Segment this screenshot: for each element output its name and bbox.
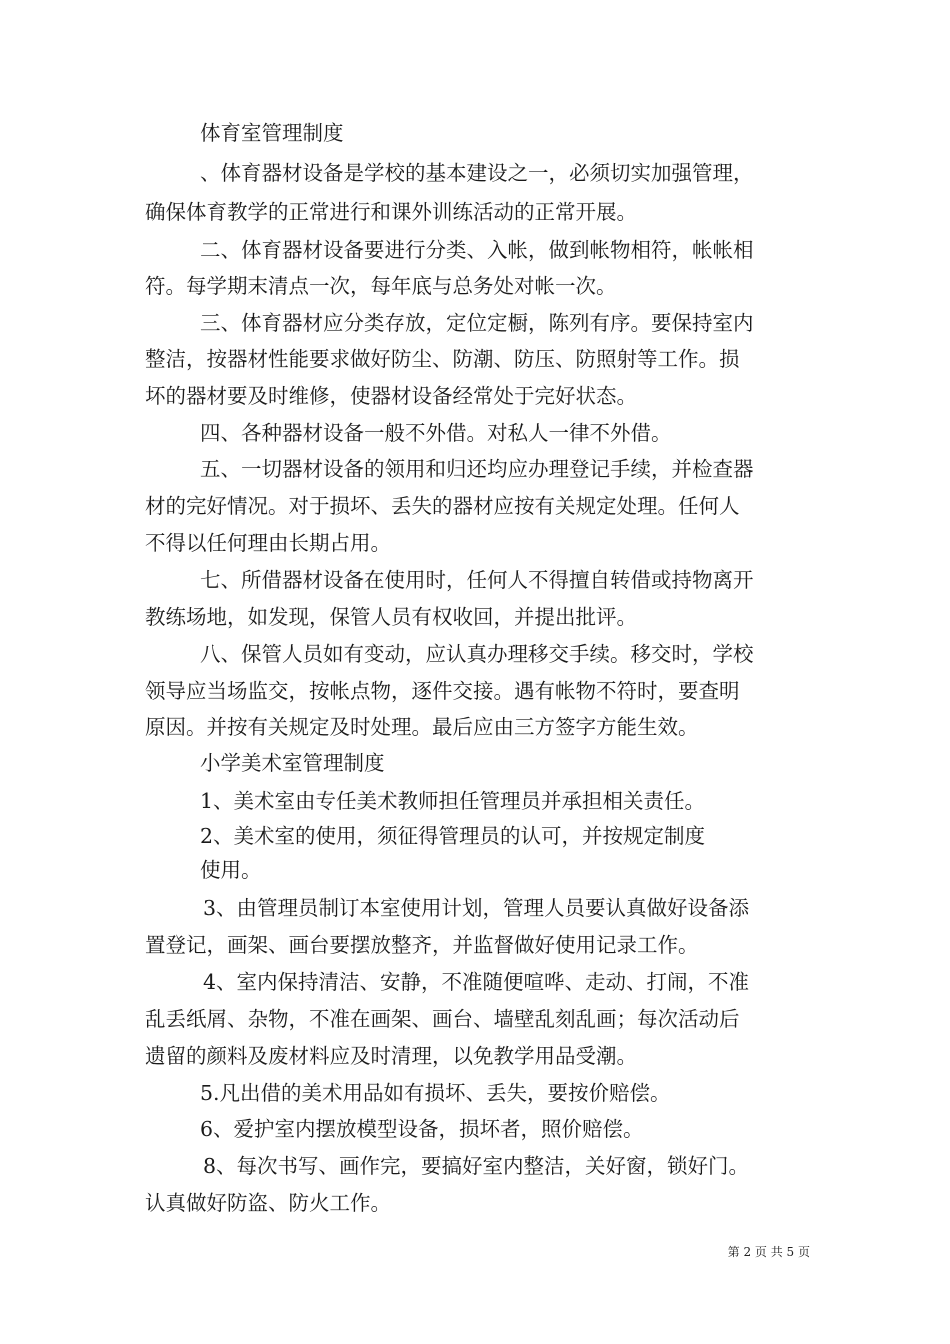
section-title-sports-room: 体育室管理制度 xyxy=(200,121,344,145)
paragraph-line: 使用。 xyxy=(200,858,262,882)
paragraph-line: 4、室内保持清洁、安静，不准随便喧哗、走动、打闹，不准 xyxy=(203,970,750,994)
paragraph-line: 三、体育器材应分类存放，定位定橱，陈列有序。要保持室内 xyxy=(200,311,754,335)
paragraph-line: 遗留的颜料及废材料应及时清理，以免教学用品受潮。 xyxy=(145,1044,637,1068)
paragraph-line: 5.凡出借的美术用品如有损坏、丢失，要按价赔偿。 xyxy=(200,1081,671,1105)
paragraph-line: 七、所借器材设备在使用时，任何人不得擅自转借或持物离开 xyxy=(200,568,754,592)
paragraph-line: 四、各种器材设备一般不外借。对私人一律不外借。 xyxy=(200,421,672,445)
paragraph-line: 二、体育器材设备要进行分类、入帐，做到帐物相符，帐帐相 xyxy=(200,238,754,262)
paragraph-line: 8、每次书写、画作完，要搞好室内整洁，关好窗，锁好门。 xyxy=(203,1154,750,1178)
paragraph-line: 不得以任何理由长期占用。 xyxy=(145,531,391,555)
paragraph-line: 材的完好情况。对于损坏、丢失的器材应按有关规定处理。任何人 xyxy=(145,494,740,518)
paragraph-line: 符。每学期末清点一次，每年底与总务处对帐一次。 xyxy=(145,274,617,298)
paragraph-line: 整洁，按器材性能要求做好防尘、防潮、防压、防照射等工作。损 xyxy=(145,347,740,371)
paragraph-line: 6、爱护室内摆放模型设备，损坏者，照价赔偿。 xyxy=(200,1117,644,1141)
paragraph-line: 乱丢纸屑、杂物，不准在画架、画台、墙壁乱刻乱画；每次活动后 xyxy=(145,1007,740,1031)
paragraph-line: 认真做好防盗、防火工作。 xyxy=(145,1191,391,1215)
paragraph-line: 原因。并按有关规定及时处理。最后应由三方签字方能生效。 xyxy=(145,715,699,739)
paragraph-line: 置登记，画架、画台要摆放整齐，并监督做好使用记录工作。 xyxy=(145,933,699,957)
paragraph-line: 2、美术室的使用，须征得管理员的认可，并按规定制度 xyxy=(200,824,706,848)
paragraph-line: 确保体育教学的正常进行和课外训练活动的正常开展。 xyxy=(145,200,637,224)
paragraph-line: 教练场地，如发现，保管人员有权收回，并提出批评。 xyxy=(145,605,637,629)
paragraph-line: 五、一切器材设备的领用和归还均应办理登记手续，并检查器 xyxy=(200,457,754,481)
paragraph-line: 1、美术室由专任美术教师担任管理员并承担相关责任。 xyxy=(200,789,706,813)
section-title-art-room: 小学美术室管理制度 xyxy=(200,751,385,775)
paragraph-line: 、体育器材设备是学校的基本建设之一，必须切实加强管理， xyxy=(200,161,754,185)
paragraph-line: 八、保管人员如有变动，应认真办理移交手续。移交时，学校 xyxy=(200,642,754,666)
paragraph-line: 领导应当场监交，按帐点物，逐件交接。遇有帐物不符时，要查明 xyxy=(145,679,740,703)
paragraph-line: 3、由管理员制订本室使用计划，管理人员要认真做好设备添 xyxy=(203,896,750,920)
page-number: 第 2 页 共 5 页 xyxy=(727,1245,810,1259)
paragraph-line: 坏的器材要及时维修，使器材设备经常处于完好状态。 xyxy=(145,384,637,408)
